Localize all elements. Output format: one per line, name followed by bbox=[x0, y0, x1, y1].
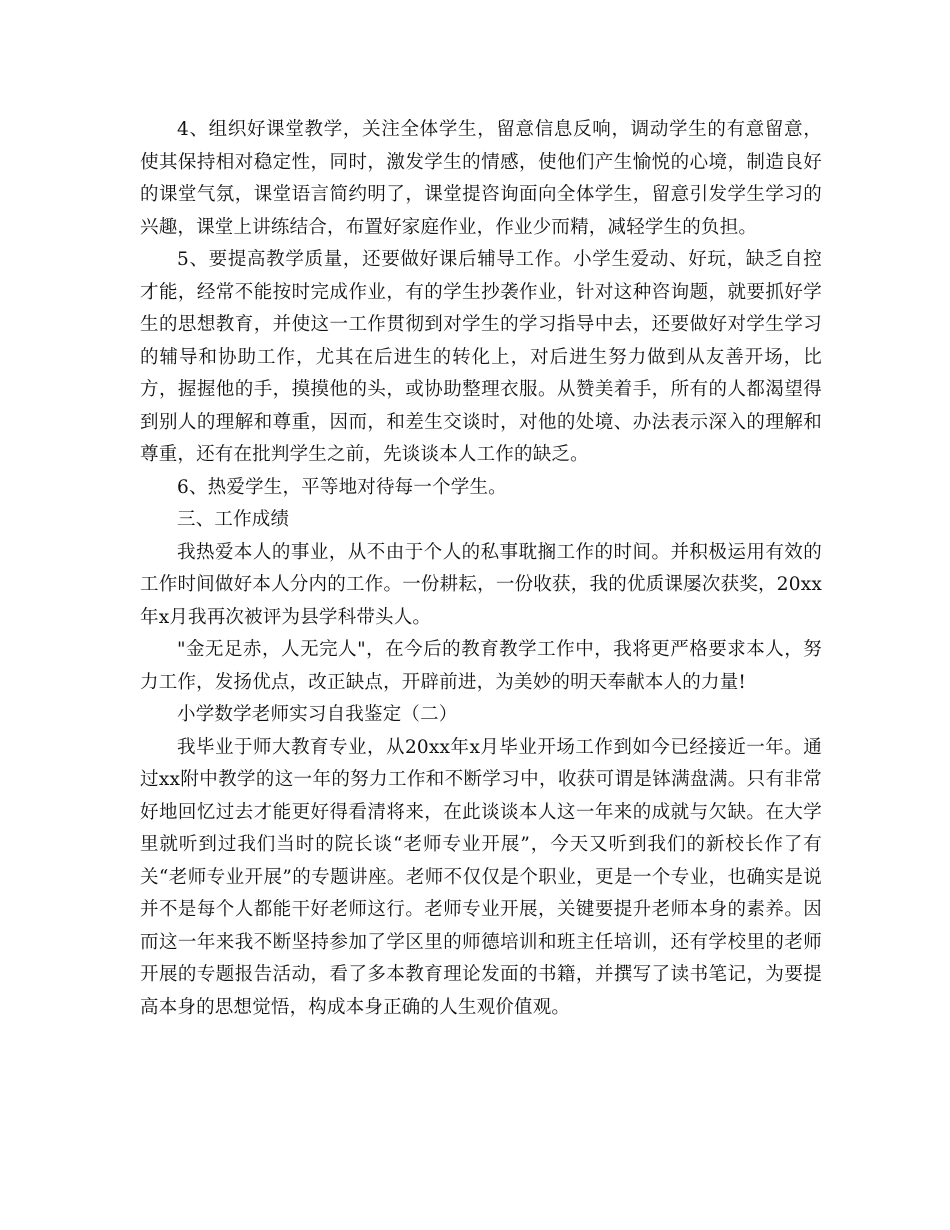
document-body bbox=[140, 114, 822, 1024]
section-title-part-two: 小学数学老师实习自我鉴定（二） bbox=[177, 704, 458, 725]
paragraph-item-6: 6、热爱学生，平等地对待每一个学生。 bbox=[177, 476, 507, 498]
section-heading-work-achievements: 三、工作成绩 bbox=[177, 509, 290, 530]
paragraph-part-two-intro: 我毕业于师大教育专业，从20xx年x月毕业开场工作到如今已经接近一年。通过xx附中教学的这一年的努力工作和不断学习中，收获可谓是钵满盘满。只有非常好地回忆过去才能更好得看清将来，在此谈谈本人这一年来的成就与欠缺。在大学里就听到过我们当时的院长谈“老师专业开展”，今天又听到我们的新校长作了有关“老师专业开展”的专题讲座。老师不仅仅是个职业，更是一个专业，也确实是说并不是每个人都能干好老师这行。老师专业开展，关键要提升老师本身的素养。因而这一年来我不断坚持参加了学区里的师德培训和班主任培训，还有学校里的老师开展的专题报告活动，看了多本教育理论发面的书籍，并撰写了读书笔记，为要提高本身的思想觉悟，构成本身正确的人生观价值观。 bbox=[140, 736, 822, 1018]
paragraph-achievements: 我热爱本人的事业，从不由于个人的私事耽搁工作的时间。并积极运用有效的工作时间做好本人分内的工作。一份耕耘，一份收获，我的优质课屡次获奖，20xx年x月我再次被评为县学科带头人。 bbox=[140, 541, 822, 628]
paragraph-resolution: "金无足赤，人无完人"，在今后的教育教学工作中，我将更严格要求本人，努力工作，发扬优点，改正缺点，开辟前进，为美妙的明天奉献本人的力量! bbox=[140, 639, 822, 693]
paragraph-item-4: 4、组织好课堂教学，关注全体学生，留意信息反响，调动学生的有意留意，使其保持相对稳定性，同时，激发学生的情感，使他们产生愉悦的心境，制造良好的课堂气氛，课堂语言简约明了，课堂提咨询面向全体学生，留意引发学生学习的兴趣，课堂上讲练结合，布置好家庭作业，作业少而精，减轻学生的负担。 bbox=[140, 119, 822, 238]
paragraph-item-5: 5、要提高教学质量，还要做好课后辅导工作。小学生爱动、好玩，缺乏自控才能，经常不能按时完成作业，有的学生抄袭作业，针对这种咨询题，就要抓好学生的思想教育，并使这一工作贯彻到对学生的学习指导中去，还要做好对学生学习的辅导和协助工作，尤其在后进生的转化上，对后进生努力做到从友善开场，比方，握握他的手，摸摸他的头，或协助整理衣服。从赞美着手，所有的人都渴望得到别人的理解和尊重，因而，和差生交谈时，对他的处境、办法表示深入的理解和尊重，还有在批判学生之前，先谈谈本人工作的缺乏。 bbox=[140, 249, 822, 465]
